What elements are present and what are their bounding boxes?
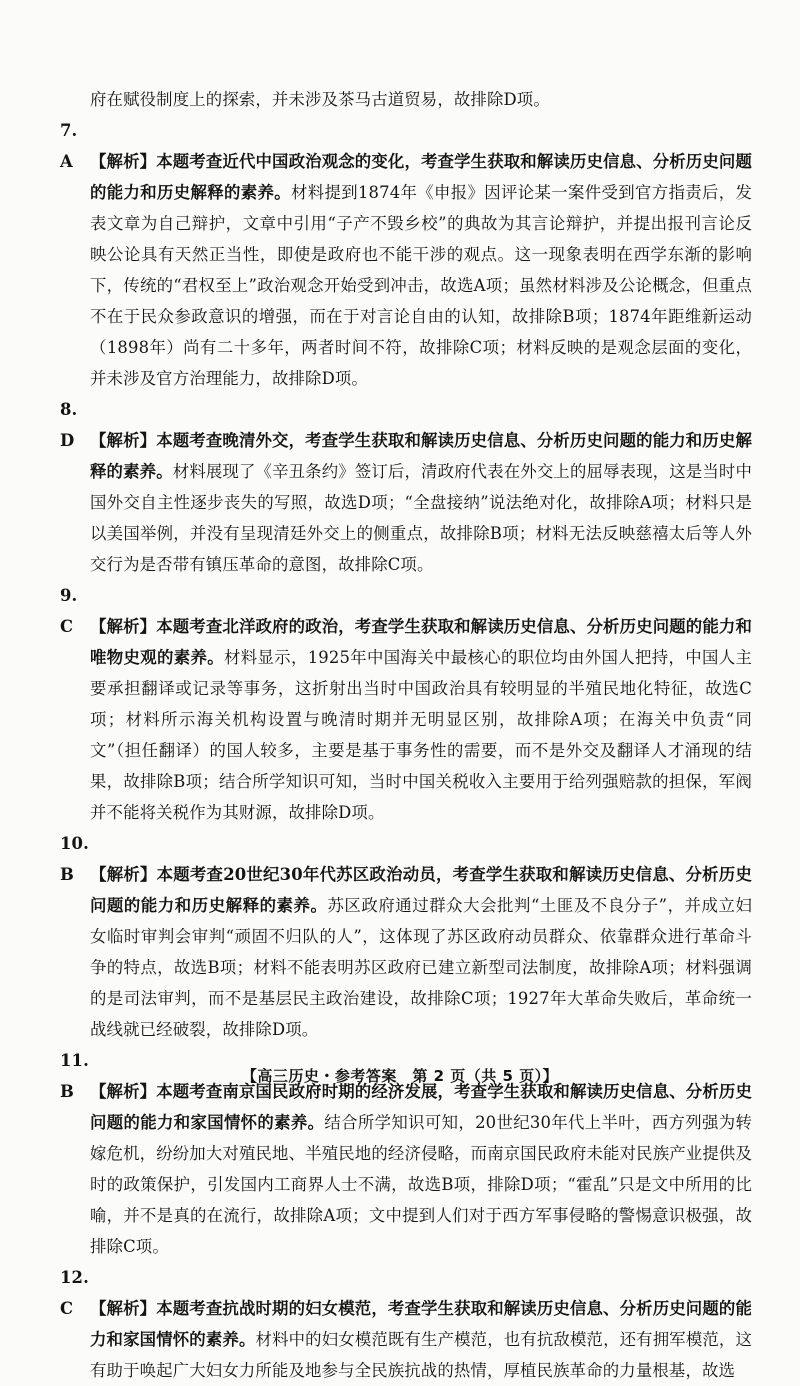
item-analysis-heading: 【解析】本题考查晚清外交，考查学生获取和解读历史信息、分析历史问题的能力和历史解释的素养。	[90, 431, 752, 481]
item-number: 10. B	[60, 834, 89, 884]
answer-item-9	[60, 580, 752, 828]
answer-item-12	[60, 1262, 753, 1386]
item-analysis-body: 结合所学知识可知，20世纪30年代上半叶，西方列强为转嫁危机，纷纷加大对殖民地、半殖民地的经济侵略，而南京国民政府未能对民族产业提供及时的政策保护，引发国内工商界人士不满，故选B项，排除D项；“霍乱”只是文中所用的比喻，并不是真的在流行，故排除A项；文中提到人们对于西方军事侵略的警惕意识极强，故排除C项。	[90, 1113, 752, 1256]
item-analysis-body: 苏区政府通过群众大会批判“土匪及不良分子”，并成立妇女临时审判会审判“顽固不归队的人”，这体现了苏区政府动员群众、依靠群众进行革命斗争的特点，故选B项；材料不能表明苏区政府已建立新型司法制度，故排除A项；材料强调的是司法审判，而不是基层民主政治建设，故排除C项；1927年大革命失败后，革命统一战线就已经破裂，故排除D项。	[90, 896, 752, 1039]
answer-item-8	[60, 394, 753, 580]
answer-item-7	[60, 115, 752, 394]
item-number: 7. A	[60, 121, 78, 171]
item-number: 12. C	[60, 1268, 89, 1318]
item-analysis-heading: 【解析】本题考查北洋政府的政治，考查学生获取和解读历史信息、分析历史问题的能力和唯物史观的素养。	[90, 617, 752, 667]
item-number: 11. B	[60, 1051, 89, 1101]
item-analysis-body: 材料显示，1925年中国海关中最核心的职位均由外国人把持，中国人主要承担翻译或记录等事务，这折射出当时中国政治具有较明显的半殖民地化特征，故选C项；材料所示海关机构设置与晚清时期并无明显区别，故排除A项；在海关中负责“同文”（担任翻译）的国人较多，主要是基于事务性的需要，而不是外交及翻译人才涌现的结果，故排除B项；结合所学知识可知，当时中国关税收入主要用于给列强赔款的担保，军阀并不能将关税作为其财源，故排除D项。	[90, 648, 752, 822]
item-analysis-heading: 【解析】本题考查南京国民政府时期的经济发展，考查学生获取和解读历史信息、分析历史问题的能力和家国情怀的素养。	[90, 1082, 752, 1132]
answer-item-10	[60, 828, 752, 1045]
page-footer: 【高三历史・参考答案 第 2 页（共 5 页）】	[241, 1067, 559, 1085]
item-analysis-body: 材料中的妇女模范既有生产模范，也有抗敌模范，还有拥军模范，这有助于唤起广大妇女力所能及地参与全民族抗战的热情，厚植民族革命的力量根基，故选	[90, 1330, 753, 1380]
item-analysis-heading: 【解析】本题考查近代中国政治观念的变化，考查学生获取和解读历史信息、分析历史问题的能力和历史解释的素养。	[90, 152, 752, 202]
item-number: 8. D	[60, 400, 78, 450]
item-analysis-heading: 【解析】本题考查20世纪30年代苏区政治动员，考查学生获取和解读历史信息、分析历史问题的能力和历史解释的素养。	[90, 865, 752, 915]
item-analysis-body: 材料展现了《辛丑条约》签订后，清政府代表在外交上的屈辱表现，这是当时中国外交自主性逐步丧失的写照，故选D项；“全盘接纳”说法绝对化，故排除A项；材料只是以美国举例，并没有呈现清廷外交上的侧重点，故排除B项；材料无法反映慈禧太后等人外交行为是否带有镇压革命的意图，故排除C项。	[90, 462, 753, 574]
item-number: 9. C	[60, 586, 78, 636]
item-analysis-heading: 【解析】本题考查抗战时期的妇女模范，考查学生获取和解读历史信息、分析历史问题的能力和家国情怀的素养。	[90, 1299, 752, 1349]
item-analysis-body: 材料提到1874年《申报》因评论某一案件受到官方指责后，发表文章为自己辩护，文章中引用“子产不毁乡校”的典故为其言论辩护，并提出报刊言论反映公论具有天然正当性，即使是政府也不能干涉的观点。这一现象表明在西学东渐的影响下，传统的“君权至上”政治观念开始受到冲击，故选A项；虽然材料涉及公论概念，但重点不在于民众参政意识的增强，而在于对言论自由的认知，故排除B项；1874年距维新运动（1898年）尚有二十多年，两者时间不符，故排除C项；材料反映的是观念层面的变化，并未涉及官方治理能力，故排除D项。	[90, 183, 752, 388]
lead-paragraph: 府在赋役制度上的探索，并未涉及茶马古道贸易，故排除D项。	[90, 90, 550, 109]
